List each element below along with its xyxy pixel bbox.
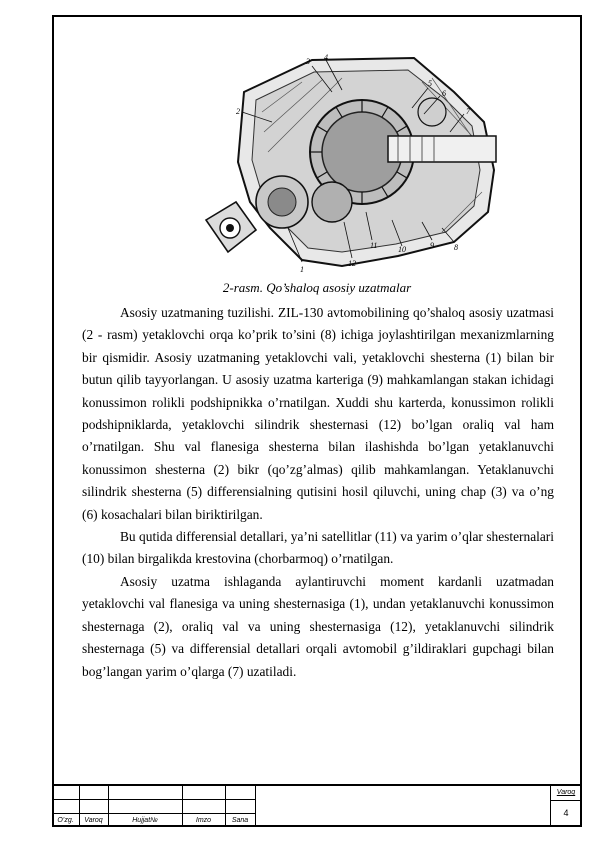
stamp-change-label: O’zg.	[57, 817, 74, 824]
callout-8: 8	[454, 243, 458, 252]
stamp-sheet-label: Varoq	[84, 817, 103, 824]
paragraph-1: Asosiy uzatmaning tuzilishi. ZIL-130 avtomobilining qo’shaloq asosiy uzatmasi (2 - rasm) yetaklovchi orqa ko’prik to’sini (8) ichiga joylashtirilgan mexanizmlarning bir qismidir. Asosiy uzatmaning yetaklovchi vali, yetaklovchi shesterna (1) bilan bir butun qilib tayyorlangan. U asosiy uzatma karteriga (9) mahkamlangan stakan ichidagi konussimon rolikli podshipnikka o’rnatilgan. Xuddi shu karterda, konussimon rolikli podshipniklarda, yetaklovchi silindrik shesternasi (12) bo’lgan oraliq val ham o’rnatilgan. Shu val flanesiga shesterna bilan ilashishda bo’lgan yetaklanuvchi konussimon shesterna (2) bikr (qo’zg’almas) qilib mahkamlangan. Yetaklanuvchi silindrik shesterna (5) differensialning qutisini hosil qiluvchi, uning chap (3) va o’ng (6) kosachalari bilan biriktirilgan.	[82, 305, 554, 522]
callout-6: 6	[442, 89, 446, 98]
axle-shaft	[388, 136, 496, 162]
callout-7: 7	[466, 107, 470, 116]
callout-12: 12	[348, 259, 356, 268]
callout-10: 10	[398, 245, 406, 254]
callout-11: 11	[370, 241, 378, 250]
callout-4: 4	[324, 53, 328, 62]
stamp-page-label: Varoq	[556, 789, 576, 796]
figure-caption: 2-rasm. Qo’shaloq asosiy uzatmalar	[222, 280, 412, 295]
callout-3: 3	[306, 57, 310, 66]
stamp-date-label: Sana	[231, 817, 249, 824]
paragraph-2: Bu qutida differensial detallari, ya’ni satellitlar (11) va yarim o’qlar shesternalari (10) bilan birgalikda krestovina (chorbarmoq) o’rnatilgan.	[82, 529, 554, 567]
gearbox-drawing	[192, 52, 504, 276]
callout-2: 2	[236, 107, 240, 116]
body-text	[82, 302, 554, 683]
title-block	[52, 784, 582, 827]
paragraph-3: Asosiy uzatma ishlaganda aylantiruvchi moment kardanli uzatmadan yetaklovchi val flanesiga va uning shesternasiga (1), undan yetaklanuvchi konussimon shesternaga (2), oraliq val va uning shesternasiga (12), yetaklanuvchi silindrik shesternaga (5) va differensial detallari orqali avtomobil g’ildiraklari gupchagi bilan bog’langan yarim o’qlarga (7) uzatiladi.	[82, 573, 554, 679]
callout-9: 9	[430, 241, 434, 250]
callout-1: 1	[300, 265, 304, 274]
stamp-document-label: Hujjat№	[132, 817, 158, 824]
stamp-signature-label: Imzo	[195, 817, 212, 824]
stamp-page-number: 4	[563, 808, 569, 818]
callout-5: 5	[428, 79, 432, 88]
